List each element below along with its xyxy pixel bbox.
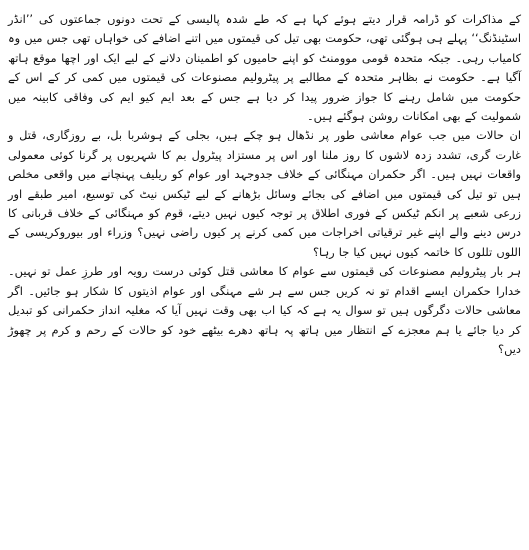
article-paragraph-3: ہر بار پیٹرولیم مصنوعات کی قیمتوں سے عوام کا معاشی قتل کوئی درست رویہ اور طرزِ عمل تو نہیں۔ خدارا حکمران ایسے اقدام تو نہ کریں جس سے ہر شے مہنگی اور عوام اذیتوں کا شکار ہو جائیں۔ اگر معاشی حالات دگرگوں ہیں تو سوال یہ ہے کہ کیا اب بھی وقت نہیں آیا کہ مغلیہ انداز حکمرانی کو تبدیل کر دیا جائے یا ہم معجزے کے انتظار میں ہاتھ پہ ہاتھ دھرے بیٹھے خود کو حالات کے رحم و کرم پر چھوڑ دیں؟ bbox=[8, 264, 521, 356]
article-paragraph-1: کے مذاکرات کو ڈرامہ قرار دیتے ہوئے کہا ہے کہ طے شدہ پالیسی کے تحت دونوں جماعتوں کی ’’انڈر اسٹینڈنگ‘‘ پہلے ہی ہوگئی تھی، حکومت بھی تیل کی قیمتوں میں اتنے اضافے کی خواہاں تھی جس میں وہ کامیاب رہی۔ جبکہ متحدہ قومی موومنٹ کو اپنے حامیوں کو اطمینان دلانے کے لیے ایک اور اچھا موقع ہاتھ آگیا ہے۔ حکومت نے بظاہر متحدہ کے مطالبے پر پیٹرولیم مصنوعات کی قیمتوں میں کمی کر کے اس کے حکومت میں شامل رہنے کا جواز ضرور پیدا کر دیا ہے جس کے بعد ایم کیو ایم کی وفاقی کابینہ میں شمولیت کے بھی امکانات روشن ہوگئے ہیں۔ bbox=[8, 12, 521, 124]
article-paragraph-2: ان حالات میں جب عوام معاشی طور پر نڈھال ہو چکے ہیں، بجلی کے ہوشربا بل، بے روزگاری، قتل و غارت گری، تشدد زدہ لاشوں کا روز ملنا اور اس پر مستزاد پیٹرول بم کا شہریوں پر گرنا کوئی معمولی واقعات نہیں ہیں۔ اگر حکمران مہنگائی کے خلاف جدوجہد اور عوام کو ریلیف پہنچانے میں واقعی مخلص ہیں تو تیل کی قیمتوں میں اضافے کی بجائے وسائل بڑھانے کے لیے ٹیکس نیٹ کی توسیع، امیر طبقے اور زرعی شعبے پر انکم ٹیکس کے فوری اطلاق پر توجہ کیوں نہیں دیتے، قوم کو مہنگائی کے خلاف قربانی کا درس دینے والے اپنے غیر ترقیاتی اخراجات میں کمی کرنے پر کیوں راضی نہیں؟ وزراء اور بیوروکریسی کے اللوں تللوں کا خاتمہ کیوں نہیں کیا جا رہا؟ bbox=[8, 128, 521, 259]
